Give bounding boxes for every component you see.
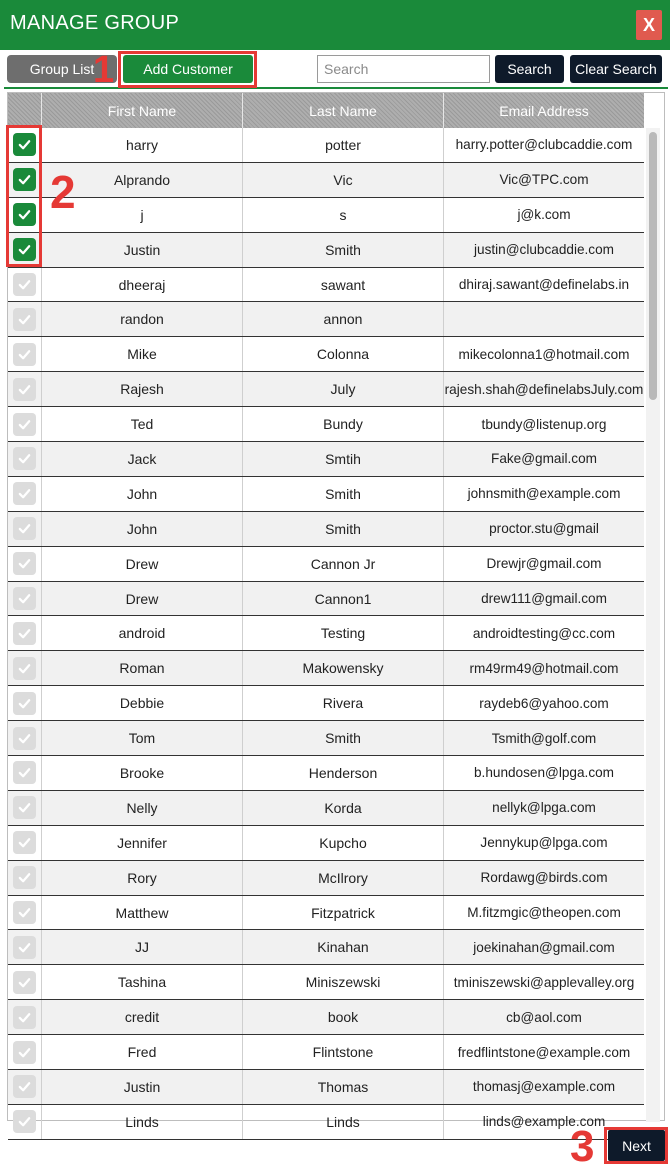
row-checkbox[interactable] (13, 1006, 36, 1029)
last-name-cell: annon (243, 302, 444, 336)
email-cell: proctor.stu@gmail (489, 521, 599, 537)
table-row[interactable] (8, 442, 644, 477)
last-name-cell: Henderson (243, 756, 444, 790)
row-checkbox[interactable] (13, 378, 36, 401)
last-name-cell: Makowensky (243, 651, 444, 685)
row-checkbox-cell (8, 721, 42, 755)
first-name-cell: Drew (42, 547, 243, 581)
first-name-cell: android (42, 616, 243, 650)
row-checkbox[interactable] (13, 727, 36, 750)
row-checkbox-cell (8, 337, 42, 371)
vertical-scrollbar[interactable] (646, 128, 660, 1122)
first-name-cell: harry (42, 128, 243, 162)
row-checkbox-cell (8, 686, 42, 720)
title-bar (0, 0, 670, 50)
table-row[interactable] (8, 337, 644, 372)
checkmark-icon (17, 1010, 32, 1025)
row-checkbox-cell (8, 896, 42, 930)
row-checkbox[interactable] (13, 622, 36, 645)
table-row[interactable] (8, 128, 644, 163)
close-button[interactable]: X (636, 10, 662, 40)
checkmark-icon (17, 556, 32, 571)
row-checkbox-cell (8, 582, 42, 616)
last-name-cell: Smtih (243, 442, 444, 476)
email-cell: b.hundosen@lpga.com (473, 765, 614, 781)
checkmark-icon (17, 765, 32, 780)
first-name-cell: Ted (42, 407, 243, 441)
search-input[interactable] (317, 55, 490, 83)
checkmark-icon (17, 870, 32, 885)
table-row[interactable] (8, 791, 644, 826)
last-name-cell: Testing (243, 616, 444, 650)
checkmark-icon (17, 591, 32, 606)
search-button[interactable]: Search (495, 55, 564, 83)
first-name-cell: Alprando (42, 163, 243, 197)
first-name-cell: Mike (42, 337, 243, 371)
table-row[interactable] (8, 930, 644, 965)
header-last-name[interactable]: Last Name (243, 93, 444, 128)
row-checkbox[interactable] (13, 308, 36, 331)
table-row[interactable] (8, 198, 644, 233)
last-name-cell: Colonna (243, 337, 444, 371)
last-name-cell: s (243, 198, 444, 232)
last-name-cell: Vic (243, 163, 444, 197)
row-checkbox-cell (8, 268, 42, 302)
checkmark-icon (17, 521, 32, 536)
row-checkbox-cell (8, 1105, 42, 1139)
row-checkbox-cell (8, 1000, 42, 1034)
email-cell: rm49rm49@hotmail.com (469, 660, 619, 676)
email-cell: androidtesting@cc.com (472, 625, 616, 641)
row-checkbox[interactable] (13, 866, 36, 889)
checkmark-icon (17, 1079, 32, 1094)
row-checkbox-cell (8, 791, 42, 825)
email-cell: fredflintstone@example.com (457, 1044, 631, 1060)
row-checkbox[interactable] (13, 692, 36, 715)
table-body (8, 128, 644, 1140)
checkmark-icon (17, 1045, 32, 1060)
checkmark-icon (17, 800, 32, 815)
table-row[interactable] (8, 721, 644, 756)
row-checkbox[interactable] (13, 552, 36, 575)
last-name-cell: Cannon1 (243, 582, 444, 616)
table-row[interactable] (8, 1035, 644, 1070)
last-name-cell: Smith (243, 233, 444, 267)
email-cell: Vic@TPC.com (499, 172, 589, 188)
first-name-cell: Fred (42, 1035, 243, 1069)
first-name-cell: dheeraj (42, 268, 243, 302)
row-checkbox-cell (8, 965, 42, 999)
last-name-cell: Fitzpatrick (243, 896, 444, 930)
first-name-cell: Tom (42, 721, 243, 755)
checkmark-icon (17, 382, 32, 397)
email-cell: joekinahan@gmail.com (473, 939, 615, 955)
email-cell: drew111@gmail.com (481, 591, 607, 607)
first-name-cell: Tashina (42, 965, 243, 999)
annotation-box-checkboxes (6, 125, 42, 267)
first-name-cell: Rory (42, 861, 243, 895)
last-name-cell: Cannon Jr (243, 547, 444, 581)
table-row[interactable] (8, 302, 644, 337)
email-cell: mikecolonna1@hotmail.com (458, 346, 630, 362)
row-checkbox-cell (8, 407, 42, 441)
last-name-cell: Miniszewski (243, 965, 444, 999)
row-checkbox[interactable] (13, 831, 36, 854)
first-name-cell: Jennifer (42, 826, 243, 860)
first-name-cell: John (42, 512, 243, 546)
row-checkbox[interactable] (13, 447, 36, 470)
table-row[interactable] (8, 1070, 644, 1105)
email-cell: linds@example.com (482, 1114, 606, 1130)
row-checkbox[interactable] (13, 587, 36, 610)
row-checkbox-cell (8, 616, 42, 650)
first-name-cell: Matthew (42, 896, 243, 930)
table-row[interactable] (8, 163, 644, 198)
row-checkbox-cell (8, 756, 42, 790)
first-name-cell: Linds (42, 1105, 243, 1139)
add-customer-button[interactable]: Add Customer (123, 55, 253, 83)
email-cell: Drewjr@gmail.com (486, 556, 602, 572)
first-name-cell: credit (42, 1000, 243, 1034)
row-checkbox-cell (8, 1035, 42, 1069)
last-name-cell: July (243, 372, 444, 406)
last-name-cell: Korda (243, 791, 444, 825)
email-cell (444, 302, 644, 336)
window-title: MANAGE GROUP (10, 12, 180, 34)
first-name-cell: John (42, 477, 243, 511)
email-cell: justin@clubcaddie.com (474, 242, 614, 258)
group-list-button[interactable]: Group List (7, 55, 117, 83)
email-cell: Jennykup@lpga.com (480, 835, 608, 851)
header-email-address[interactable]: Email Address (499, 102, 589, 119)
table-row[interactable] (8, 896, 644, 931)
checkmark-icon (17, 347, 32, 362)
last-name-cell: Thomas (243, 1070, 444, 1104)
row-checkbox[interactable] (13, 517, 36, 540)
table-row[interactable] (8, 372, 644, 407)
checkmark-icon (17, 731, 32, 746)
last-name-cell: Smith (243, 721, 444, 755)
email-cell: cb@aol.com (506, 1009, 582, 1025)
table-row[interactable] (8, 1105, 644, 1140)
clear-search-button[interactable]: Clear Search (570, 55, 662, 83)
row-checkbox-cell (8, 826, 42, 860)
row-checkbox-cell (8, 547, 42, 581)
table-row[interactable] (8, 233, 644, 268)
last-name-cell: Smith (243, 512, 444, 546)
table-row[interactable] (8, 547, 644, 582)
table-row[interactable] (8, 407, 644, 442)
email-cell: Tsmith@golf.com (491, 730, 597, 746)
checkmark-icon (17, 417, 32, 432)
header-first-name[interactable]: First Name (42, 93, 243, 128)
first-name-cell: Drew (42, 582, 243, 616)
checkmark-icon (17, 626, 32, 641)
row-checkbox[interactable] (13, 343, 36, 366)
row-checkbox-cell (8, 302, 42, 336)
checkmark-icon (17, 1114, 32, 1129)
row-checkbox[interactable] (13, 1110, 36, 1133)
row-checkbox[interactable] (13, 971, 36, 994)
row-checkbox-cell (8, 930, 42, 964)
first-name-cell: Nelly (42, 791, 243, 825)
first-name-cell: Jack (42, 442, 243, 476)
last-name-cell: Kupcho (243, 826, 444, 860)
checkmark-icon (17, 835, 32, 850)
email-cell: Rordawg@birds.com (480, 870, 608, 886)
last-name-cell: Smith (243, 477, 444, 511)
checkmark-icon (17, 312, 32, 327)
last-name-cell: Kinahan (243, 930, 444, 964)
table-row[interactable] (8, 826, 644, 861)
checkmark-icon (17, 486, 32, 501)
last-name-cell: sawant (243, 268, 444, 302)
last-name-cell: book (243, 1000, 444, 1034)
row-checkbox[interactable] (13, 761, 36, 784)
email-cell: Fake@gmail.com (491, 451, 597, 467)
table-row[interactable] (8, 965, 644, 1000)
first-name-cell: Justin (42, 1070, 243, 1104)
email-cell: j@k.com (517, 207, 571, 223)
customer-table (7, 92, 665, 1130)
first-name-cell: JJ (42, 930, 243, 964)
email-cell: rajesh.shah@definelabsJuly.com (444, 381, 644, 397)
table-row[interactable] (8, 582, 644, 617)
email-cell: tminiszewski@applevalley.org (453, 974, 635, 990)
checkmark-icon (17, 661, 32, 676)
row-checkbox[interactable] (13, 1075, 36, 1098)
table-row[interactable] (8, 477, 644, 512)
first-name-cell: Debbie (42, 686, 243, 720)
table-row[interactable] (8, 268, 644, 303)
annotation-box-add-customer (118, 51, 257, 88)
table-row[interactable] (8, 756, 644, 791)
checkmark-icon (17, 975, 32, 990)
header-checkbox-column (8, 93, 42, 128)
email-cell: dhiraj.sawant@definelabs.in (458, 277, 630, 292)
last-name-cell: potter (243, 128, 444, 162)
checkmark-icon (17, 696, 32, 711)
first-name-cell: Roman (42, 651, 243, 685)
row-checkbox[interactable] (13, 901, 36, 924)
table-row[interactable] (8, 686, 644, 721)
row-checkbox[interactable] (13, 273, 36, 296)
first-name-cell: Justin (42, 233, 243, 267)
table-row[interactable] (8, 1000, 644, 1035)
email-cell: johnsmith@example.com (467, 486, 621, 502)
email-cell: M.fitzmgic@theopen.com (467, 905, 621, 921)
row-checkbox-cell (8, 651, 42, 685)
row-checkbox-cell (8, 861, 42, 895)
checkmark-icon (17, 940, 32, 955)
scrollbar-thumb[interactable] (649, 132, 657, 400)
row-checkbox-cell (8, 372, 42, 406)
checkmark-icon (17, 277, 32, 292)
table-header (8, 93, 644, 128)
row-checkbox[interactable] (13, 482, 36, 505)
first-name-cell: j (42, 198, 243, 232)
row-checkbox[interactable] (13, 657, 36, 680)
row-checkbox-cell (8, 1070, 42, 1104)
first-name-cell: Rajesh (42, 372, 243, 406)
last-name-cell: Rivera (243, 686, 444, 720)
row-checkbox-cell (8, 477, 42, 511)
table-row[interactable] (8, 861, 644, 896)
first-name-cell: randon (42, 302, 243, 336)
next-button[interactable]: Next (608, 1130, 665, 1161)
last-name-cell: Linds (243, 1105, 444, 1139)
row-checkbox-cell (8, 442, 42, 476)
email-cell: tbundy@listenup.org (481, 416, 607, 432)
row-checkbox[interactable] (13, 796, 36, 819)
checkmark-icon (17, 451, 32, 466)
annotation-box-next (604, 1127, 668, 1164)
row-checkbox[interactable] (13, 413, 36, 436)
email-cell: raydeb6@yahoo.com (479, 695, 609, 711)
email-cell: nellyk@lpga.com (492, 800, 596, 816)
row-checkbox-cell (8, 512, 42, 546)
email-cell: harry.potter@clubcaddie.com (455, 137, 633, 153)
email-cell: thomasj@example.com (472, 1079, 616, 1095)
annotation-number-2: 2 (50, 166, 76, 218)
checkmark-icon (17, 905, 32, 920)
last-name-cell: Flintstone (243, 1035, 444, 1069)
annotation-number-3: 3 (570, 1122, 595, 1171)
annotation-number-1: 1 (93, 49, 115, 91)
last-name-cell: McIlrory (243, 861, 444, 895)
last-name-cell: Bundy (243, 407, 444, 441)
first-name-cell: Brooke (42, 756, 243, 790)
table-row[interactable] (8, 616, 644, 651)
row-checkbox[interactable] (13, 1041, 36, 1064)
row-checkbox[interactable] (13, 936, 36, 959)
table-row[interactable] (8, 512, 644, 547)
table-row[interactable] (8, 651, 644, 686)
